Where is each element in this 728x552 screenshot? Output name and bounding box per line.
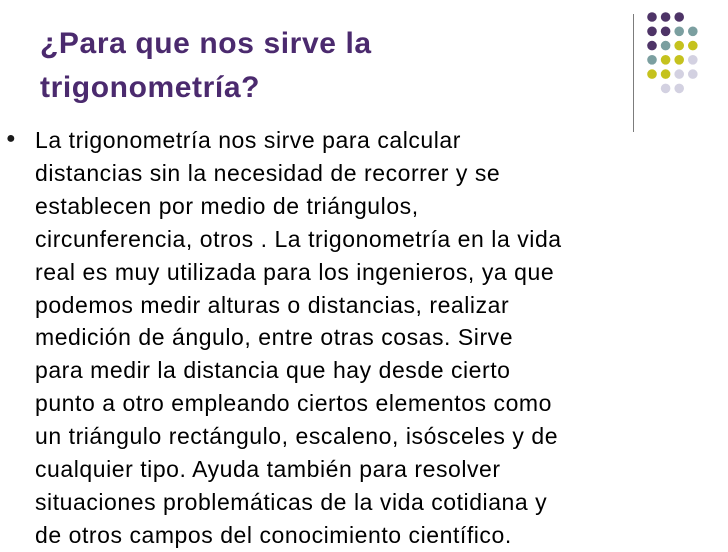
bullet-icon: ●	[6, 130, 16, 147]
decorative-dot-purple	[647, 41, 657, 51]
decorative-dot-olive	[661, 55, 671, 65]
decorative-dot-olive	[688, 41, 698, 51]
bullet-paragraph: La trigonometría nos sirve para calcular distancias sin la necesidad de recorrer y se establecen por medio de triángulos, circunferencia, otros . La trigonometría en la vida real es muy utilizada para los ingenieros, ya que podemos medir alturas o distancias, realizar medición de ángulo, entre otras cosas. Sirve para medir la distancia que hay desde cierto punto a otro empleando ciertos elementos como un triángulo rectángulo, escaleno, isósceles y de cualquier tipo. Ayuda también para resolver situaciones problemáticas de la vida cotidiana y de otros campos del conocimiento científico.	[35, 127, 562, 548]
decorative-dot-teal	[674, 27, 684, 37]
decorative-dot-lilac	[688, 69, 698, 79]
decorative-dot-lilac	[674, 69, 684, 79]
decorative-dot-olive	[674, 41, 684, 51]
decorative-dot-purple	[674, 12, 684, 22]
decorative-dot-purple	[647, 12, 657, 22]
decorative-dot-teal	[661, 41, 671, 51]
decorative-dot-olive	[674, 55, 684, 65]
decorative-dot-purple	[661, 12, 671, 22]
decorative-dot-olive	[661, 69, 671, 79]
slide-title: ¿Para que nos sirve la trigonometría?	[40, 27, 372, 104]
decorative-dot-teal	[647, 55, 657, 65]
decorative-dot-lilac	[674, 84, 684, 94]
decorative-dot-teal	[688, 27, 698, 37]
decorative-dot-olive	[647, 69, 657, 79]
decorative-dot-purple	[661, 27, 671, 37]
decorative-dot-lilac	[688, 55, 698, 65]
decorative-dot-purple	[647, 27, 657, 37]
decorative-dot-grid	[646, 11, 728, 117]
decorative-dot-lilac	[661, 84, 671, 94]
title-divider-line	[633, 14, 634, 132]
